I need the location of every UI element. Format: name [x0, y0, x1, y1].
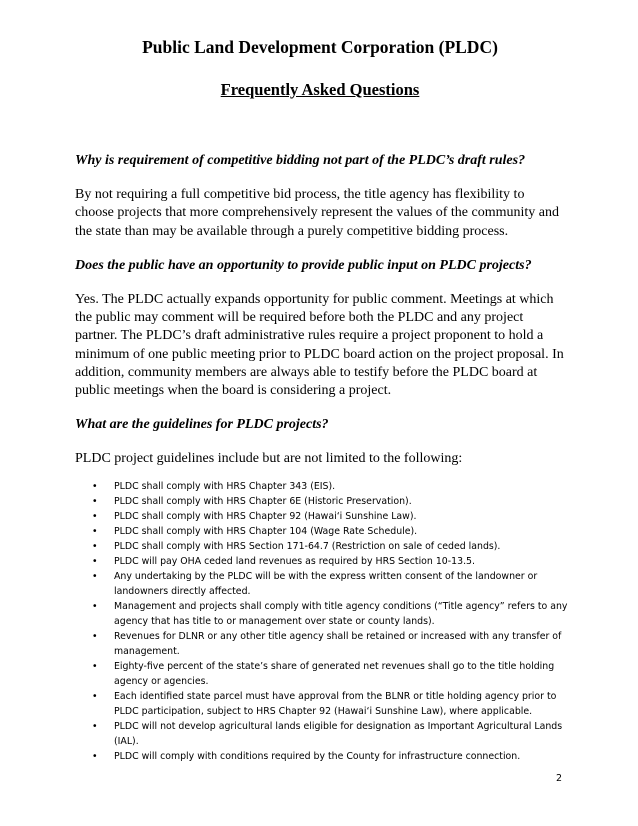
guideline-item	[75, 749, 565, 764]
guidelines-intro: PLDC project guidelines include but are not limited to the following:	[75, 451, 463, 467]
faq-body	[75, 152, 568, 764]
guideline-text: Management and projects shall comply with title agency conditions (“Title agency” refers to any	[114, 600, 568, 612]
guideline-text: PLDC shall comply with HRS Section 171-64.7 (Restriction on sale of ceded lands).	[114, 540, 501, 552]
guideline-text: management.	[114, 645, 180, 657]
page-number: 2	[556, 773, 563, 784]
bullet-icon: •	[92, 630, 98, 642]
bullet-icon: •	[92, 495, 98, 507]
guideline-text: PLDC will pay OHA ceded land revenues as required by HRS Section 10-13.5.	[114, 555, 475, 567]
bullet-icon: •	[92, 555, 98, 567]
guideline-text: landowners directly affected.	[114, 585, 251, 597]
document-title: Public Land Development Corporation (PLDC)	[142, 37, 498, 57]
guideline-text: PLDC shall comply with HRS Chapter 92 (Hawai‘i Sunshine Law).	[114, 510, 417, 522]
bullet-icon: •	[92, 690, 98, 702]
guideline-item	[75, 554, 565, 569]
bullet-icon: •	[92, 600, 98, 612]
guideline-item	[75, 509, 565, 524]
faq-question-1: Why is requirement of competitive bidding not part of the PLDC’s draft rules?	[75, 153, 526, 168]
guideline-text: PLDC will comply with conditions required by the County for infrastructure connection.	[114, 750, 521, 762]
guidelines-list	[75, 479, 568, 764]
guideline-text: PLDC shall comply with HRS Chapter 6E (Historic Preservation).	[114, 495, 412, 507]
bullet-icon: •	[92, 540, 98, 552]
document-subtitle: Frequently Asked Questions	[220, 80, 420, 99]
guideline-item	[75, 569, 565, 599]
bullet-icon: •	[92, 525, 98, 537]
faq-question-2: Does the public have an opportunity to provide public input on PLDC projects?	[75, 257, 532, 273]
faq-answer-2: Yes. The PLDC actually expands opportunity for public comment. Meetings at which the public may comment will be required before both the PLDC and any project partner. The PLDC’s draft administrative rules require a project proponent to hold a minimum of one public meeting prior to PLDC board action on the project proposal. In addition, community members are always able to testify before the PLDC board at public meetings when the board is considering a project.	[75, 292, 564, 399]
bullet-icon: •	[92, 660, 98, 672]
guideline-text: (IAL).	[114, 735, 139, 747]
faq-answer-1: By not requiring a full competitive bid process, the title agency has flexibility to choose projects that more comprehensively represent the values of the community and the state than may be available through a purely competitive bidding process.	[75, 187, 560, 239]
guideline-text: agency that has title to or management over state or county lands).	[114, 615, 435, 627]
guideline-text: PLDC participation, subject to HRS Chapter 92 (Hawai‘i Sunshine Law), where applicable.	[114, 705, 533, 717]
guideline-item	[75, 479, 565, 494]
guideline-text: Each identified state parcel must have approval from the BLNR or title holding agency prior to	[114, 690, 557, 702]
guideline-text: PLDC will not develop agricultural lands eligible for designation as Important Agricultural Lands	[114, 720, 563, 732]
bullet-icon: •	[92, 570, 98, 582]
guideline-item	[75, 599, 568, 629]
guideline-item	[75, 494, 565, 509]
guideline-item	[75, 719, 565, 749]
guideline-item	[75, 629, 565, 659]
guideline-text: Revenues for DLNR or any other title agency shall be retained or increased with any transfer of	[114, 630, 562, 642]
guideline-item	[75, 539, 565, 554]
guideline-text: PLDC shall comply with HRS Chapter 104 (Wage Rate Schedule).	[114, 525, 418, 537]
guideline-text: Eighty-five percent of the state’s share of generated net revenues shall go to the title holding	[114, 660, 555, 672]
guideline-text: agency or agencies.	[114, 675, 209, 687]
guideline-item	[75, 659, 565, 689]
bullet-icon: •	[92, 510, 98, 522]
bullet-icon: •	[92, 720, 98, 732]
guideline-text: PLDC shall comply with HRS Chapter 343 (EIS).	[114, 480, 336, 492]
bullet-icon: •	[92, 750, 98, 762]
guideline-text: Any undertaking by the PLDC will be with the express written consent of the landowner or	[114, 570, 538, 582]
guideline-item	[75, 524, 565, 539]
bullet-icon: •	[92, 480, 98, 492]
faq-question-3: What are the guidelines for PLDC projects?	[75, 417, 329, 433]
guideline-item	[75, 689, 565, 719]
